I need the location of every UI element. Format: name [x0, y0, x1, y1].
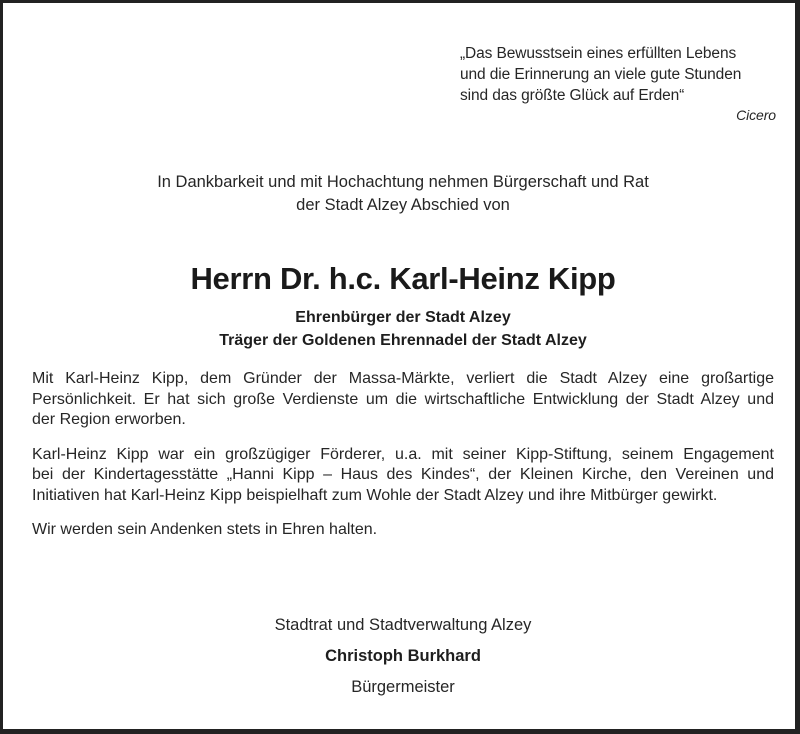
honor-line: Träger der Goldenen Ehrennadel der Stadt Alzey	[219, 332, 587, 349]
paragraph-line: Initiativen hat Karl-Heinz Kipp beispielhaft zum Wohle der Stadt Alzey und ihre Mitbürger gewirkt.	[32, 486, 718, 504]
intro-line: der Stadt Alzey Abschied von	[296, 196, 510, 214]
paragraph-line: der Region erworben.	[32, 411, 186, 428]
paragraph-line: Mit Karl-Heinz Kipp, dem Gründer der Massa-Märkte, verliert die Stadt Alzey eine großartige	[32, 370, 774, 387]
intro-text	[3, 171, 800, 217]
body-text	[32, 369, 774, 555]
intro-line: In Dankbarkeit und mit Hochachtung nehmen Bürgerschaft und Rat	[157, 173, 649, 191]
paragraph-line: Wir werden sein Andenken stets in Ehren halten.	[32, 521, 378, 538]
paragraph	[32, 520, 774, 541]
paragraph	[32, 369, 774, 431]
paragraph-line: Karl-Heinz Kipp war ein großzügiger Förderer, u.a. mit seiner Kipp-Stiftung, seinem Engagement	[32, 445, 774, 463]
quote-author: Cicero	[736, 107, 776, 123]
paragraph	[32, 445, 774, 507]
signature-title: Bürgermeister	[351, 678, 455, 696]
quote-line: „Das Bewusstsein eines erfüllten Lebens	[460, 45, 737, 62]
signature-block	[3, 610, 800, 703]
paragraph-line: Persönlichkeit. Er hat sich große Verdienste um die wirtschaftliche Entwicklung der Stadt Alzey und	[32, 390, 774, 408]
quote-line: sind das größte Glück auf Erden“	[460, 87, 685, 104]
honor-line: Ehrenbürger der Stadt Alzey	[295, 309, 511, 326]
epigraph-quote	[460, 43, 776, 124]
paragraph-line: bei der Kindertagesstätte „Hanni Kipp – Haus des Kindes“, der Kleinen Kirche, den Vereinen und	[32, 466, 774, 483]
obituary-notice	[3, 3, 795, 729]
signature-name: Christoph Burkhard	[325, 647, 481, 665]
signature-organization: Stadtrat und Stadtverwaltung Alzey	[274, 616, 532, 634]
deceased-name: Herrn Dr. h.c. Karl-Heinz Kipp	[190, 261, 616, 296]
quote-line: und die Erinnerung an viele gute Stunden	[460, 66, 742, 83]
honors	[3, 306, 800, 352]
